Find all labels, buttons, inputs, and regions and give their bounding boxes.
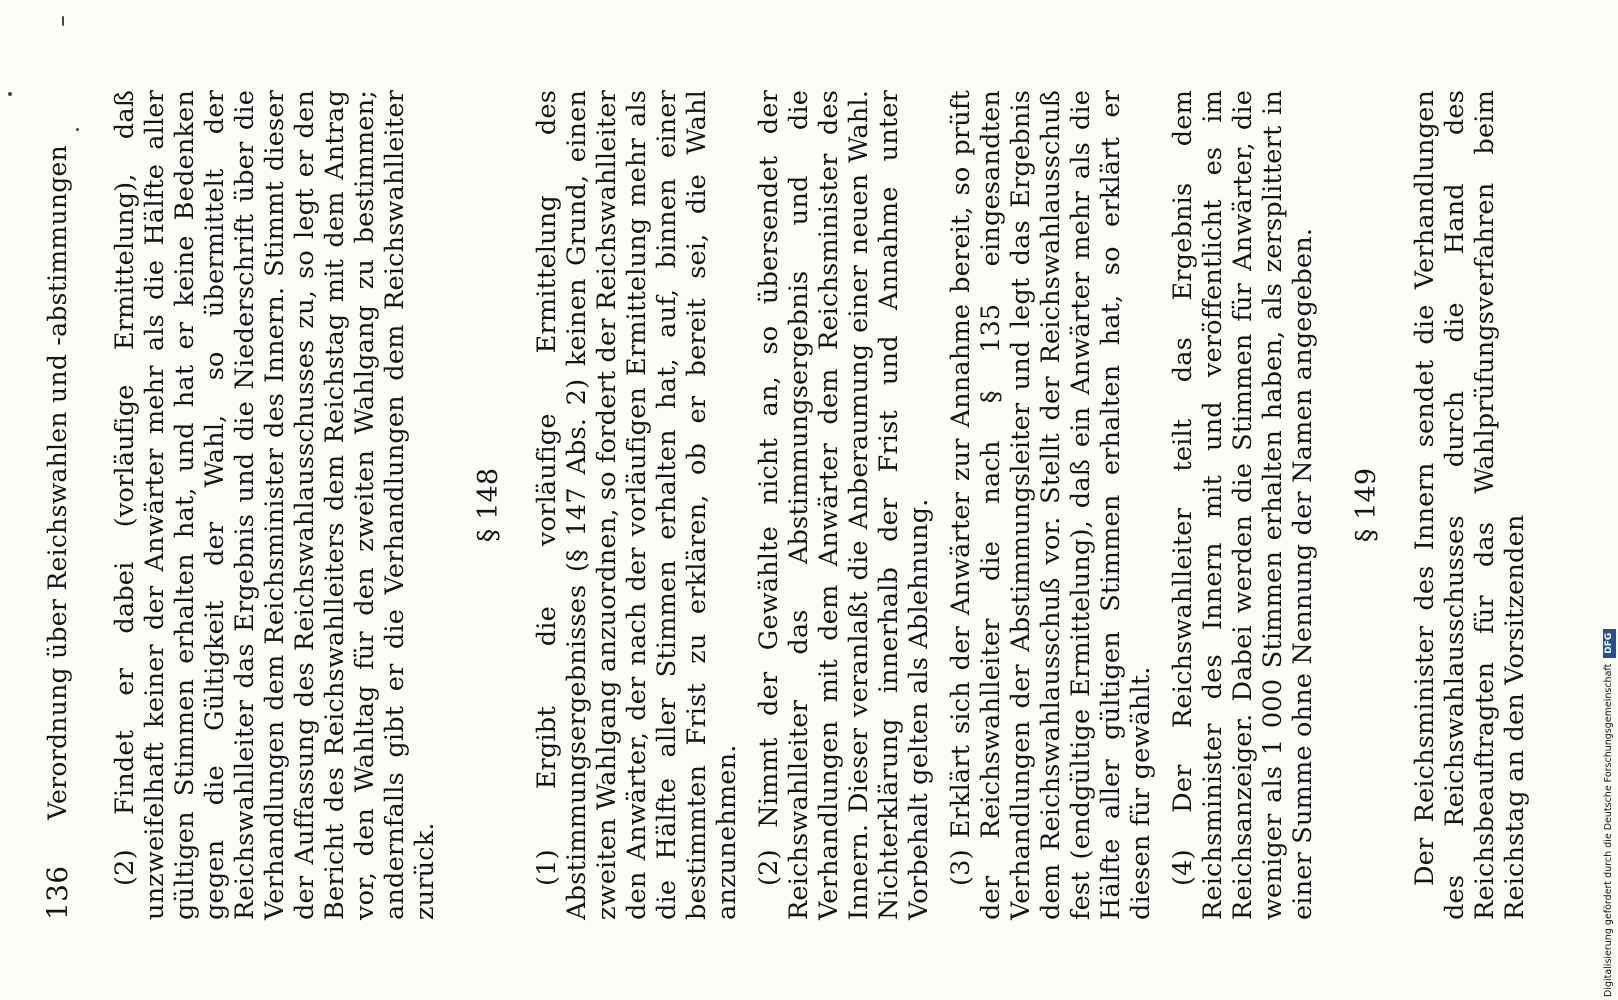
scan-speck [62, 16, 64, 26]
running-header [36, 80, 80, 920]
s148-paragraph-3: (3) Erklärt sich der Anwärter zur Annahme bereit, so prüft der Reichswahlleiter die nach § 135 eingesandten Verhandlungen der Abstimmungsleiter und legt das Ergebnis dem Reichswahlausschuß vor. Stellt der Reichswahlausschuß fest (endgültige Ermittelung), daß ein Anwärter mehr als die Hälfte aller gültigen Stimmen erhalten hat, so erklärt er diesen für gewählt. [946, 90, 1156, 920]
s148-paragraph-2: (2) Nimmt der Gewählte nicht an, so übersendet der Reichswahlleiter das Abstimmungsergebnis und die Verhandlungen mit dem Anwärter dem Reichsminister des Innern. Dieser veranlaßt die Anberaumung einer neuen Wahl. Nichterklärung innerhalb der Frist und Annahme unter Vorbehalt gelten als Ablehnung. [754, 90, 934, 920]
section-148-heading: § 148 [473, 467, 504, 543]
page-number: 136 [41, 865, 74, 920]
section-149-heading: § 149 [1351, 467, 1382, 543]
digitization-note [1602, 3, 1616, 997]
s148-paragraph-4: (4) Der Reichswahlleiter teilt das Ergebnis dem Reichsminister des Innern mit und veröffentlicht es im Reichsanzeiger. Dabei werden die Stimmen für Anwärter, die weniger als 1 000 Stimmen erhalten haben, als zersplittert in einer Summe ohne Nennung der Namen angegeben. [1168, 90, 1318, 920]
s148-paragraph-1: (1) Ergibt die vorläufige Ermittelung des Abstimmungsergebnisses (§ 147 Abs. 2) keinen Grund, einen zweiten Wahlgang anzuordnen, so fordert der Reichswahlleiter den Anwärter, der nach der vorläufigen Ermittelung mehr als die Hälfte aller Stimmen erhalten hat, auf, binnen einer bestimmten Frist zu erklären, ob er bereit sei, die Wahl anzunehmen. [532, 90, 742, 920]
page-body [110, 90, 1530, 920]
dfg-logo: DFG [1603, 629, 1616, 658]
scan-speck [8, 92, 12, 96]
digitization-note-text: Digitalisierung gefördert durch die Deutsche Forschungsgemeinschaft [1603, 663, 1614, 997]
running-title: Verordnung über Reichswahlen und -abstimmungen [43, 144, 72, 820]
paragraph-2: (2) Findet er dabei (vorläufige Ermittelung), daß unzweifelhaft keiner der Anwärter mehr als die Hälfte aller gültigen Stimmen erhalten hat, und hat er keine Bedenken gegen die Gültigkeit der Wahl, so übermittelt der Reichswahlleiter das Ergebnis und die Niederschrift über die Verhandlungen dem Reichsminister des Innern. Stimmt dieser der Auffassung des Reichswahlausschusses zu, so legt er den Bericht des Reichswahlleiters dem Reichstag mit dem Antrag vor, den Wahltag für den zweiten Wahlgang zu bestimmen; andernfalls gibt er die Verhandlungen dem Reichswahlleiter zurück. [110, 90, 440, 920]
scan-speck [76, 128, 79, 131]
s149-paragraph-1: Der Reichsminister des Innern sendet die Verhandlungen des Reichswahlausschusses durch die Hand des Reichsbeauftragten für das Wahlprüfungsverfahren beim Reichstag an den Vorsitzenden [1410, 90, 1530, 920]
